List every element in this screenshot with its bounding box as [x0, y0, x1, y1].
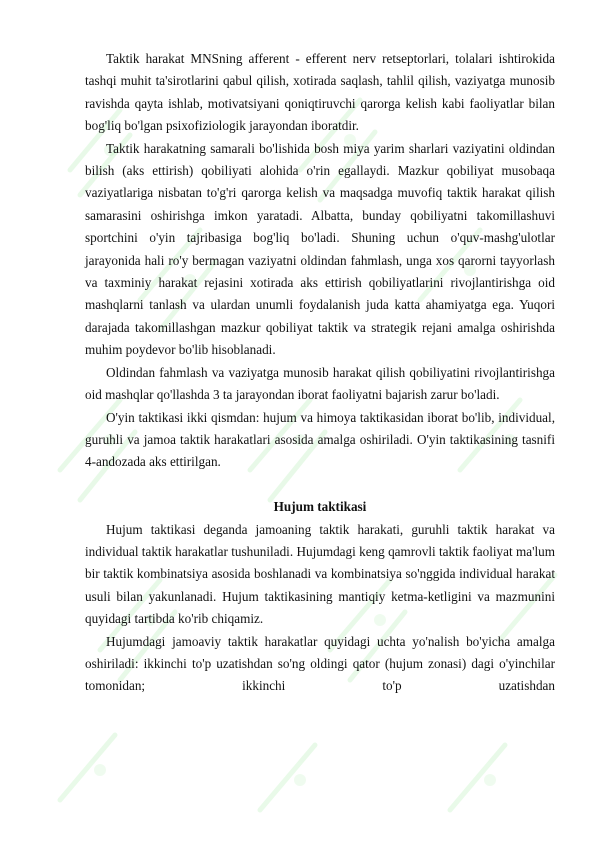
section-heading: Hujum taktikasi — [273, 499, 367, 515]
blank-line — [85, 474, 555, 496]
paragraph-three-stages: Oldindan fahmlash va vaziyatga munosib harakat qilish qobiliyatini rivojlantirishga oid mashqlar qo'llashda 3 ta jarayondan iborat faoliyatni bajarish zarur bo'ladi. — [85, 364, 555, 403]
paragraph-team-actions: Hujumdagi jamoaviy taktik harakatlar quyidagi uchta yo'nalish bo'yicha amalga oshiriladi: ikkinchi to'p uzatishdan so'ng oldingi qator (hujum zonasi) dagi o'yinchilar tomonidan; ikkinchi to'p uzatishdan — [85, 633, 555, 694]
paragraph-attack-tactics: Hujum taktikasi deganda jamoaning taktik harakati, guruhli taktik harakat va individual taktik harakatlar tushuniladi. Hujumdagi keng qamrovli taktik faoliyat ma'lum bir taktik kombinatsiya asosida boshlanadi va kombinatsiya so'nggida individual harakat usuli bilan yakunlanadi. Hujum taktikasining mantiqiy ketma-ketligini va mazmunini quyidagi tartibda ko'rib chiqamiz. — [85, 521, 555, 627]
paragraph-anticipation: Taktik harakatning samarali bo'lishida bosh miya yarim sharlari vaziyatini oldindan bilish (aks ettirish) qobiliyati alohida o'rin egallaydi. Mazkur qobiliyat musobaqa vaziyatlariga nisbatan to'g'ri qarorga kelish va maqsadga muvofiq taktik harakat qilish samarasini oshirishga imkon yaratadi. Albatta, bunday qobiliyatni takomillashuvi sportchini o'yin tajribasiga bog'liq bo'ladi. Shuning uchun o'quv-mashg'ulotlar jarayonida hali ro'y bermagan vaziyatni oldindan fahmlash, unga xos qarorni tayyorlash va taxminiy harakat rejasini xotirada aks ettirish qobiliyatlarini rivojlantirishga oid mashqlarni tanlash va ulardan unumli foydalanish juda katta ahamiyatga ega. Yuqori darajada takomillashgan mazkur qobiliyat taktik va strategik rejani amalga oshirishda muhim poydevor bo'lib hisoblanadi. — [85, 140, 555, 358]
paragraph-intro: Taktik harakat MNSning afferent - efferent nerv retseptorlari, tolalari ishtirokida tashqi muhit ta'sirotlarini qabul qilish, xotirada saqlash, tahlil qilish, vaziyatga munosib ravishda qayta ishlab, motivatsiyani qoniqtiruvchi qarorga kelish kabi faoliyatlar bilan bog'liq bo'lgan psixofiziologik jarayondan iboratdir. — [85, 51, 555, 134]
document-page — [85, 0, 555, 698]
paragraph-game-tactics: O'yin taktikasi ikki qismdan: hujum va himoya taktikasidan iborat bo'lib, individual, guruhli va jamoa taktik harakatlari asosida amalga oshiriladi. O'yin taktikasining tasnifi 4-andozada aks ettirilgan. — [85, 409, 555, 470]
